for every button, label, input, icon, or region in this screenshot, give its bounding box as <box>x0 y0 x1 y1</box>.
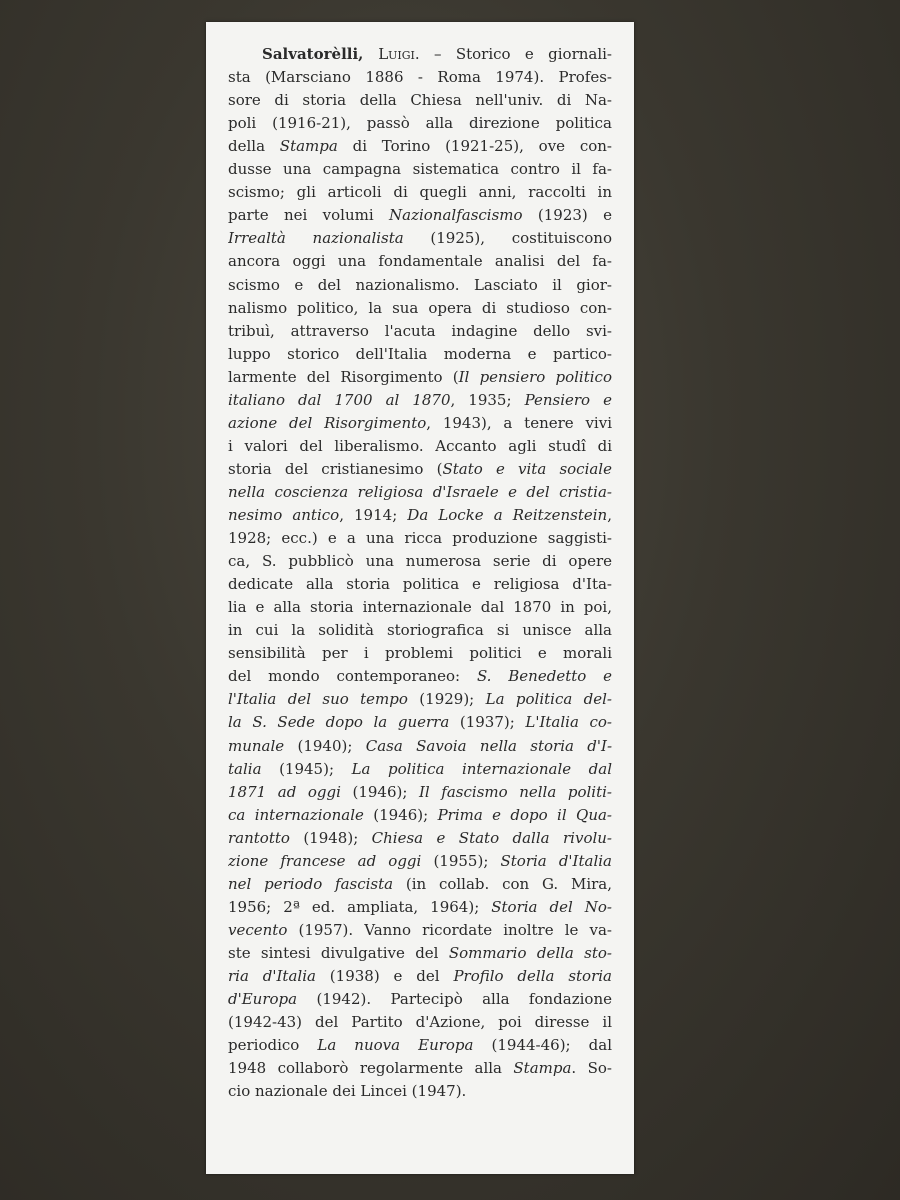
text-line <box>228 181 612 204</box>
italic-title: l'Italia del suo tempo <box>228 690 408 709</box>
italic-title: la S. Sede dopo la guerra <box>228 713 450 732</box>
text-segment: di Torino (1921-25), ove con- <box>337 137 612 156</box>
text-segment: lia e alla storia internazionale dal 1870 in poi, <box>228 598 612 617</box>
text-line <box>228 988 612 1011</box>
text-segment: (1938) e del <box>315 967 454 985</box>
text-line <box>228 366 612 389</box>
italic-title: La politica internazionale dal <box>351 759 612 778</box>
text-segment: . So- <box>571 1059 612 1078</box>
text-line <box>228 135 612 158</box>
text-segment: 1928; ecc.) e a una ricca produzione saggisti- <box>228 529 612 548</box>
text-segment: , 1914; <box>339 506 408 524</box>
text-line <box>228 619 612 642</box>
text-line <box>228 642 612 665</box>
text-line <box>228 527 612 550</box>
italic-title: Il fascismo nella politi- <box>419 782 612 801</box>
text-line <box>228 250 612 273</box>
text-segment: scismo e del nazionalismo. Lasciato il gior- <box>228 275 612 294</box>
text-segment: storia del cristianesimo ( <box>228 459 443 478</box>
text-line <box>228 965 612 988</box>
italic-title: Pensiero e <box>524 390 612 409</box>
text-line <box>228 504 612 527</box>
text-line <box>228 204 612 227</box>
text-line <box>228 804 612 827</box>
italic-title: Stato e vita sociale <box>442 459 612 478</box>
italic-title: Da Locke a Reitzenstein <box>407 506 608 524</box>
text-segment: (1945); <box>261 759 352 778</box>
text-line <box>228 297 612 320</box>
text-line <box>228 758 612 781</box>
italic-title: ca internazionale <box>228 805 364 824</box>
encyclopedia-clipping <box>206 22 634 1174</box>
italic-title: Stampa <box>513 1059 572 1078</box>
italic-title: Profilo della storia <box>453 967 612 985</box>
italic-title: Casa Savoia nella storia d'I- <box>365 736 612 755</box>
text-segment: del mondo contemporaneo: <box>228 667 477 686</box>
text-line <box>228 596 612 619</box>
text-line <box>228 781 612 804</box>
text-line <box>228 389 612 412</box>
text-segment: dedicate alla storia politica e religiosa d'Ita- <box>228 575 612 594</box>
text-segment: luppo storico dell'Italia moderna e partico- <box>228 344 612 363</box>
text-segment: (1946); <box>340 782 419 801</box>
text-segment: , 1935; <box>450 390 525 409</box>
text-segment: . – Storico e giornali- <box>414 45 612 63</box>
italic-title: La nuova Europa <box>317 1036 474 1055</box>
text-segment: della <box>228 137 280 156</box>
italic-title: Irrealtà nazionalista <box>228 229 404 248</box>
text-segment: cio nazionale dei Lincei (1947). <box>228 1082 467 1101</box>
italic-title: ria d'Italia <box>228 967 316 985</box>
italic-title: nesimo antico <box>228 506 340 524</box>
italic-title: Sommario della sto- <box>448 943 612 962</box>
text-segment: dusse una campagna sistematica contro il fa- <box>228 160 612 179</box>
text-segment: 1948 collaborò regolarmente alla <box>228 1059 514 1078</box>
text-segment: (1944-46); dal <box>473 1036 612 1055</box>
text-segment: (1937); <box>449 713 526 732</box>
italic-title: munale <box>228 736 285 755</box>
italic-title: nel periodo fascista <box>228 874 394 893</box>
entry-firstname: Luigi <box>378 45 415 63</box>
text-segment: larmente del Risorgimento ( <box>228 367 459 386</box>
italic-title: S. Benedetto e <box>476 667 612 686</box>
text-segment: (1955); <box>421 851 501 870</box>
text-segment: (1946); <box>363 805 438 824</box>
text-segment: (1923) e <box>522 206 612 225</box>
text-segment: poli (1916-21), passò alla direzione politica <box>228 114 612 133</box>
text-line <box>228 827 612 850</box>
text-segment: (in collab. con G. Mira, <box>393 874 612 893</box>
text-segment: 1956; 2ª ed. ampliata, 1964); <box>228 897 492 916</box>
text-line <box>228 89 612 112</box>
text-line <box>262 43 612 66</box>
text-segment: sensibilità per i problemi politici e morali <box>228 644 612 663</box>
italic-title: vecento <box>228 920 288 939</box>
entry-heading: Salvatorèlli, <box>262 45 379 63</box>
italic-title: rantotto <box>228 828 290 847</box>
italic-title: nella coscienza religiosa d'Israele e del cristia- <box>228 482 612 501</box>
text-line <box>228 458 612 481</box>
text-segment: (1940); <box>284 736 366 755</box>
text-segment: (1948); <box>289 828 372 847</box>
text-segment: sore di storia della Chiesa nell'univ. di Na- <box>228 91 612 110</box>
text-segment: , <box>607 506 612 524</box>
text-segment: nalismo politico, la sua opera di studioso con- <box>228 298 612 317</box>
text-line <box>228 665 612 688</box>
text-line <box>228 66 612 89</box>
text-line <box>228 412 612 435</box>
text-line <box>228 274 612 297</box>
italic-title: d'Europa <box>228 990 298 1009</box>
text-segment: i valori del liberalismo. Accanto agli studî di <box>228 436 612 455</box>
text-line <box>228 227 612 250</box>
text-line <box>228 1011 612 1034</box>
text-segment: ca, S. pubblicò una numerosa serie di opere <box>228 552 612 571</box>
text-line <box>228 896 612 919</box>
text-line <box>228 550 612 573</box>
text-segment: (1925), costituiscono <box>403 229 612 248</box>
text-segment: periodico <box>228 1036 318 1055</box>
italic-title: L'Italia co- <box>525 713 612 732</box>
text-line <box>228 320 612 343</box>
italic-title: Il pensiero politico <box>458 367 612 386</box>
text-line <box>228 1057 612 1080</box>
text-line <box>228 688 612 711</box>
text-segment: tribuì, attraverso l'acuta indagine dello svi- <box>228 321 612 340</box>
text-line <box>228 850 612 873</box>
text-line <box>228 873 612 896</box>
italic-title: Chiesa e Stato dalla rivolu- <box>371 828 612 847</box>
italic-title: zione francese ad oggi <box>228 851 422 870</box>
italic-title: italiano dal 1700 al 1870 <box>228 390 451 409</box>
italic-title: La politica del- <box>485 690 612 709</box>
text-line <box>228 1034 612 1057</box>
text-line <box>228 711 612 734</box>
text-line <box>228 573 612 596</box>
text-segment: (1929); <box>407 690 486 709</box>
text-segment: ancora oggi una fondamentale analisi del fa- <box>228 252 612 271</box>
italic-title: 1871 ad oggi <box>228 782 341 801</box>
text-line <box>228 158 612 181</box>
italic-title: Storia d'Italia <box>500 851 612 870</box>
text-segment: (1957). Vanno ricordate inoltre le va- <box>287 920 612 939</box>
italic-title: Prima e dopo il Qua- <box>437 805 612 824</box>
text-line <box>228 435 612 458</box>
italic-title: Storia del No- <box>491 897 612 916</box>
text-line <box>228 919 612 942</box>
text-segment: ste sintesi divulgative del <box>228 943 449 962</box>
text-segment: sta (Marsciano 1886 - Roma 1974). Profes- <box>228 68 612 87</box>
text-segment: , 1943), a tenere vivi <box>426 413 612 432</box>
text-line <box>228 942 612 965</box>
text-line <box>228 343 612 366</box>
text-segment: (1942). Partecipò alla fondazione <box>297 990 612 1009</box>
text-segment: scismo; gli articoli di quegli anni, raccolti in <box>228 183 612 202</box>
italic-title: azione del Risorgimento <box>228 413 427 432</box>
text-segment: in cui la solidità storiografica si unisce alla <box>228 621 612 640</box>
text-line <box>228 1080 612 1103</box>
italic-title: Stampa <box>279 137 338 156</box>
text-line <box>228 481 612 504</box>
text-line <box>228 735 612 758</box>
text-line <box>228 112 612 135</box>
italic-title: talia <box>228 759 262 778</box>
text-segment: parte nei volumi <box>228 206 389 225</box>
text-segment: (1942-43) del Partito d'Azione, poi diresse il <box>228 1013 612 1032</box>
italic-title: Nazionalfascismo <box>389 206 523 225</box>
